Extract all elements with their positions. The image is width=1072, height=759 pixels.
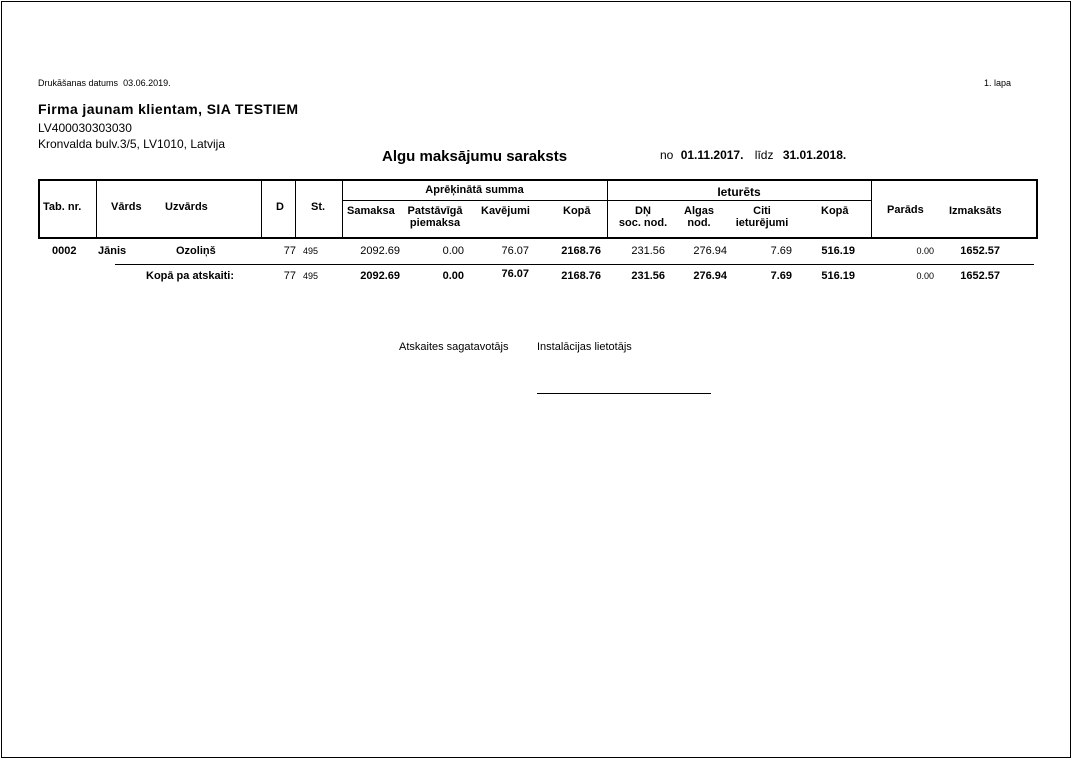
- total-kopa-2: 516.19: [821, 270, 855, 282]
- print-date-value: 03.06.2019.: [123, 78, 171, 88]
- group-calculated: Aprēķinātā summa: [425, 184, 524, 196]
- col-patstaviga-line2: piemaksa: [409, 217, 461, 229]
- col-kopa-1: Kopā: [563, 205, 591, 217]
- col-citi-line1: Citi: [753, 205, 771, 217]
- col-last-name: Uzvārds: [165, 201, 208, 213]
- period: [660, 148, 846, 162]
- col-izmaksats: Izmaksāts: [949, 205, 1002, 217]
- signature-label: Atskaites sagatavotājs: [399, 341, 509, 353]
- total-label: Kopā pa atskaiti:: [146, 270, 235, 282]
- col-parads: Parāds: [887, 204, 924, 216]
- cell-first-name: Jānis: [98, 245, 127, 257]
- col-kavejumi: Kavējumi: [481, 205, 530, 217]
- col-citi: [730, 205, 794, 229]
- period-to-date: 31.01.2018.: [782, 148, 847, 162]
- col-tab-nr: Tab. nr.: [43, 201, 82, 213]
- total-st: 495: [303, 271, 319, 281]
- cell-kopa-2: 516.19: [821, 245, 855, 257]
- total-izmaksats: 1652.57: [960, 270, 1000, 282]
- report-page: [1, 1, 1071, 758]
- total-parads: 0.00: [916, 271, 934, 281]
- col-patstaviga: [402, 205, 468, 229]
- cell-kavejumi: 76.07: [501, 245, 529, 257]
- col-algas-line2: nod.: [687, 217, 711, 229]
- total-citi: 7.69: [770, 270, 792, 282]
- cell-kopa-1: 2168.76: [561, 245, 601, 257]
- cell-st: 495: [303, 246, 319, 256]
- total-dn: 231.56: [631, 270, 665, 282]
- report-title: Algu maksājumu saraksts: [382, 148, 568, 165]
- total-d: 77: [283, 270, 296, 282]
- period-from-date: 01.11.2017.: [680, 148, 744, 162]
- total-algas: 276.94: [693, 270, 727, 282]
- signature-line: [537, 393, 711, 394]
- signature-name: Instalācijas lietotājs: [537, 341, 632, 353]
- cell-dn: 231.56: [631, 245, 665, 257]
- cell-parads: 0.00: [916, 246, 934, 256]
- col-kopa-2: Kopā: [821, 205, 849, 217]
- total-separator: [115, 264, 1034, 265]
- total-samaksa: 2092.69: [360, 270, 400, 282]
- col-citi-line2: ieturējumi: [735, 217, 789, 229]
- col-algas-line1: Algas: [684, 205, 714, 217]
- period-from-label: no: [660, 148, 674, 162]
- cell-algas: 276.94: [693, 245, 727, 257]
- company-reg-no: LV400030303030: [38, 121, 132, 135]
- cell-citi: 7.69: [770, 245, 792, 257]
- print-date: [38, 78, 171, 88]
- print-date-label: Drukāšanas datums: [38, 78, 119, 88]
- page-number: 1. lapa: [984, 78, 1012, 88]
- cell-izmaksats: 1652.57: [960, 245, 1000, 257]
- cell-samaksa: 2092.69: [360, 245, 400, 257]
- cell-d: 77: [283, 245, 296, 257]
- col-patstaviga-line1: Patstāvīgā: [407, 205, 463, 217]
- total-kavejumi: 76.07: [501, 268, 529, 280]
- company-address: Kronvalda bulv.3/5, LV1010, Latvija: [38, 137, 226, 151]
- col-dn-line1: DŅ: [635, 205, 651, 217]
- company-name: Firma jaunam klientam, SIA TESTIEM: [38, 101, 299, 117]
- col-d: D: [276, 201, 284, 213]
- col-st: St.: [311, 201, 326, 213]
- col-algas: [678, 205, 720, 229]
- cell-patstaviga: 0.00: [442, 245, 464, 257]
- col-dn: [612, 205, 674, 229]
- group-withheld: Ieturēts: [717, 185, 761, 199]
- col-dn-line2: soc. nod.: [618, 217, 668, 229]
- total-patstaviga: 0.00: [442, 270, 464, 282]
- total-kopa-1: 2168.76: [561, 270, 601, 282]
- col-first-name: Vārds: [111, 201, 142, 213]
- col-samaksa: Samaksa: [347, 205, 395, 217]
- period-to-label: līdz: [754, 148, 774, 162]
- cell-tab-nr: 0002: [52, 245, 77, 257]
- cell-last-name: Ozoliņš: [176, 245, 216, 257]
